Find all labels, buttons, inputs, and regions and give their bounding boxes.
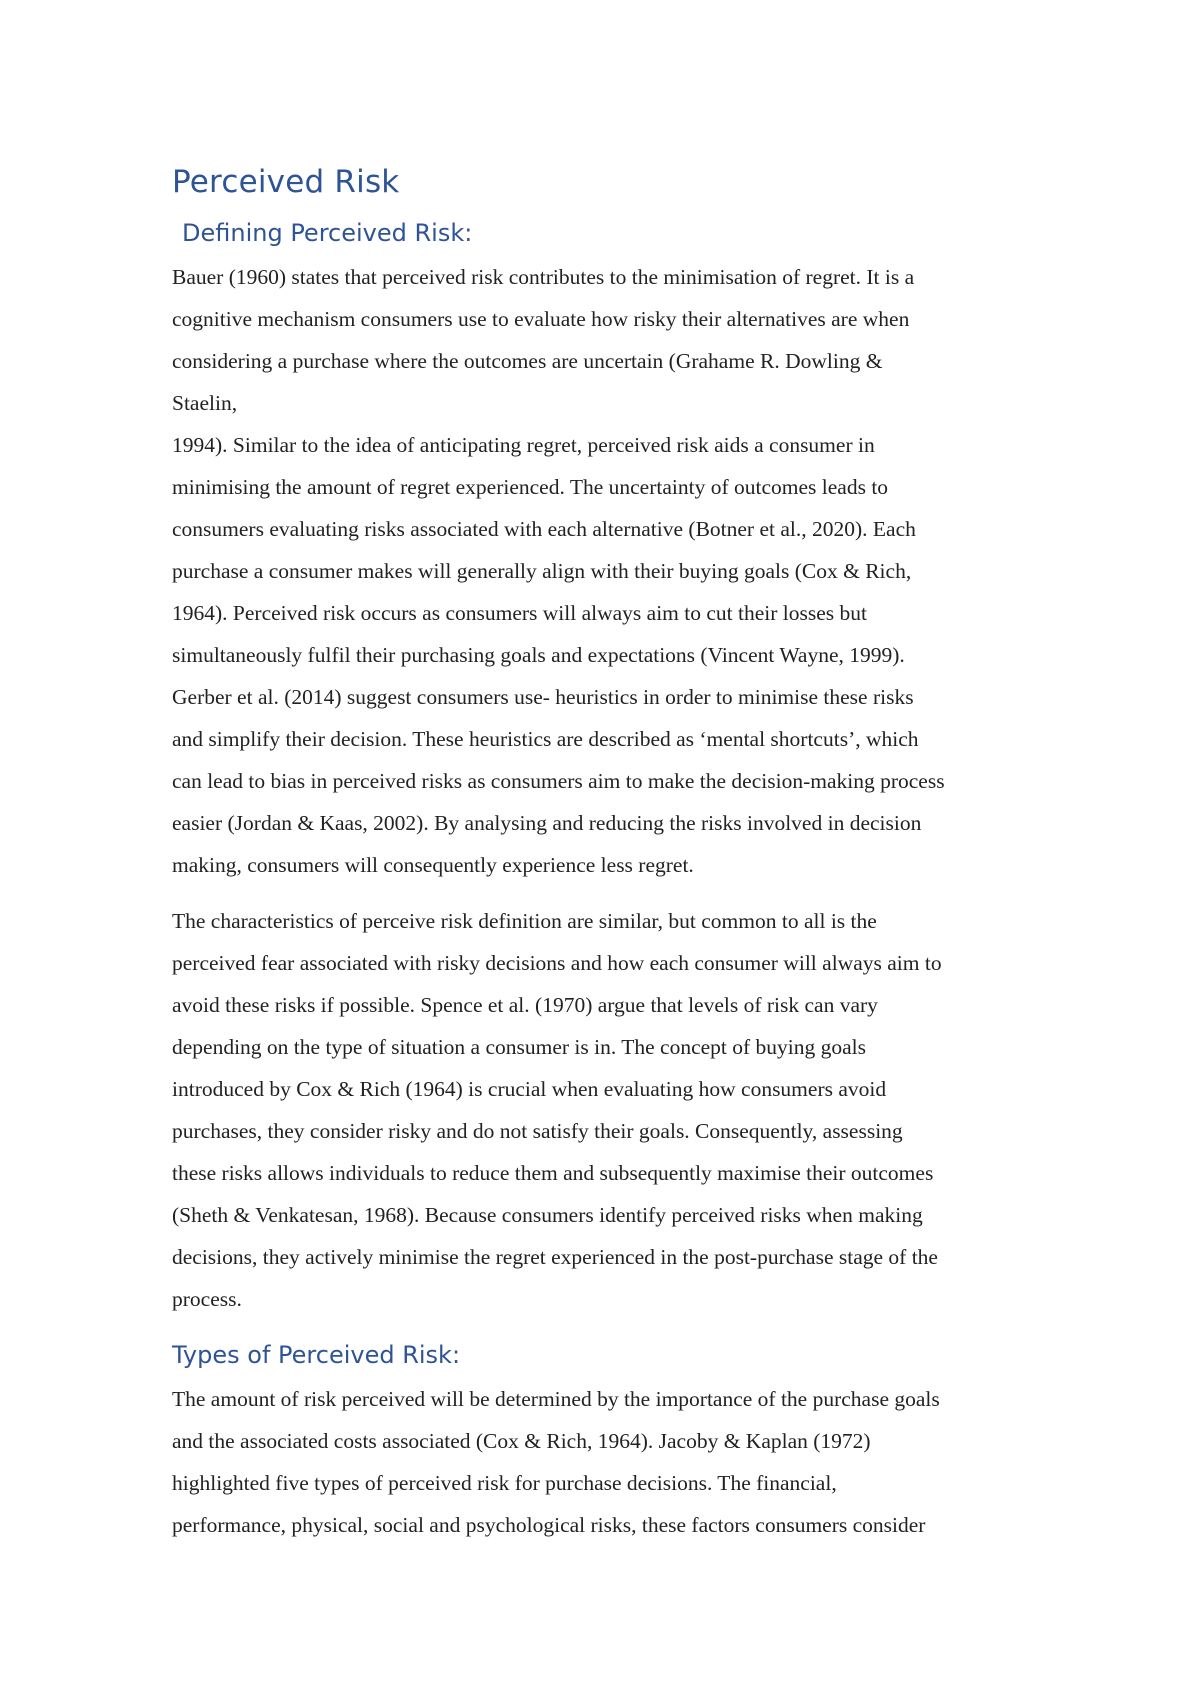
text-line: Gerber et al. (2014) suggest consumers use- heuristics in order to minimise these risks — [172, 685, 914, 709]
text-line: simultaneously fulfil their purchasing goals and expectations (Vincent Wayne, 1999). — [172, 643, 905, 667]
text-line: 1964). Perceived risk occurs as consumers will always aim to cut their losses but — [172, 601, 868, 625]
text-line: cognitive mechanism consumers use to evaluate how risky their alternatives are when — [172, 307, 910, 331]
paragraph-types-1 — [172, 1378, 1042, 1546]
text-line: decisions, they actively minimise the regret experienced in the post-purchase stage of the — [172, 1245, 938, 1269]
text-line: The amount of risk perceived will be determined by the importance of the purchase goals — [172, 1387, 940, 1411]
text-line: The characteristics of perceive risk definition are similar, but common to all is the — [172, 909, 877, 933]
text-line: these risks allows individuals to reduce them and subsequently maximise their outcomes — [172, 1161, 934, 1185]
text-line: and the associated costs associated (Cox & Rich, 1964). Jacoby & Kaplan (1972) — [172, 1429, 871, 1453]
text-line: minimising the amount of regret experienced. The uncertainty of outcomes leads to — [172, 475, 889, 499]
text-line: Staelin, — [172, 391, 238, 415]
text-line: purchase a consumer makes will generally align with their buying goals (Cox & Rich, — [172, 559, 912, 583]
paragraph-defining-1 — [172, 256, 1042, 886]
text-line: avoid these risks if possible. Spence et al. (1970) argue that levels of risk can vary — [172, 993, 878, 1017]
text-line: considering a purchase where the outcomes are uncertain (Grahame R. Dowling & — [172, 349, 883, 373]
text-line: and simplify their decision. These heuristics are described as ‘mental shortcuts’, which — [172, 727, 919, 751]
text-line: Bauer (1960) states that perceived risk contributes to the minimisation of regret. It is a — [172, 265, 915, 289]
text-line: 1994). Similar to the idea of anticipating regret, perceived risk aids a consumer in — [172, 433, 875, 457]
text-line: perceived fear associated with risky decisions and how each consumer will always aim to — [172, 951, 942, 975]
text-line: can lead to bias in perceived risks as consumers aim to make the decision-making process — [172, 769, 945, 793]
page-title: Perceived Risk — [172, 164, 400, 200]
text-line: introduced by Cox & Rich (1964) is crucial when evaluating how consumers avoid — [172, 1077, 887, 1101]
text-line: easier (Jordan & Kaas, 2002). By analysing and reducing the risks involved in decision — [172, 811, 922, 835]
text-line: making, consumers will consequently experience less regret. — [172, 853, 694, 877]
text-line: highlighted five types of perceived risk for purchase decisions. The financial, — [172, 1471, 837, 1495]
text-line: (Sheth & Venkatesan, 1968). Because consumers identify perceived risks when making — [172, 1203, 923, 1227]
section-heading-types-of-perceived-risk: Types of Perceived Risk: — [172, 1341, 461, 1369]
text-line: purchases, they consider risky and do not satisfy their goals. Consequently, assessing — [172, 1119, 903, 1143]
paragraph-defining-2 — [172, 900, 1042, 1320]
document-content — [172, 160, 1042, 1560]
text-line: process. — [172, 1287, 242, 1311]
text-line: consumers evaluating risks associated with each alternative (Botner et al., 2020). Each — [172, 517, 916, 541]
section-heading-defining-perceived-risk: Defining Perceived Risk: — [182, 219, 473, 247]
text-line: performance, physical, social and psychological risks, these factors consumers consider — [172, 1513, 926, 1537]
text-line: depending on the type of situation a consumer is in. The concept of buying goals — [172, 1035, 867, 1059]
